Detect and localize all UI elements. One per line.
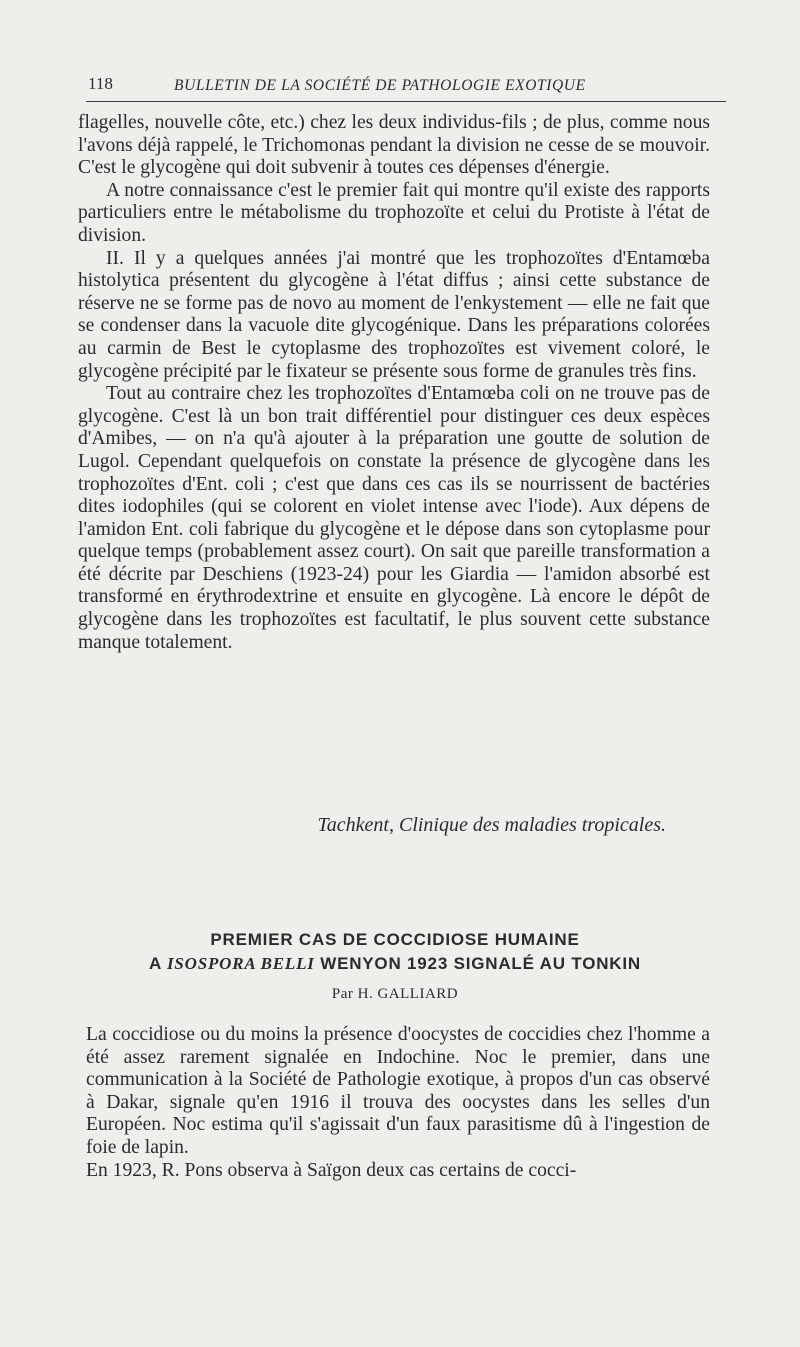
article1-paragraph-1: flagelles, nouvelle côte, etc.) chez les deux individus-fils ; de plus, comme nous l'avons déjà rappelé, le Trichomonas pendant la division ne cesse de se mouvoir. C'est le glycogène qui doit subvenir à toutes ces dépenses d'énergie. — [78, 112, 710, 179]
article1-paragraph-2: A notre connaissance c'est le premier fait qui montre qu'il existe des rapports particuliers entre le métabolisme du trophozoïte et celui du Protiste à l'état de division. — [78, 179, 710, 246]
species-name: ISOSPORA BELLI — [166, 954, 315, 973]
article1-paragraph-4: Tout au contraire chez les trophozoïtes d'Entamœba coli on ne trouve pas de glycogène. C'est là un bon trait différentiel pour distinguer ces deux espèces d'Amibes, — on n'a qu'à ajouter à la préparation une goutte de solution de Lugol. Cependant quelquefois on constate la présence de glycogène dans les trophozoïtes d'Ent. coli ; c'est que dans ces cas ils se nourrissent de bactéries dites iodophiles (qui se colorent en violet intense avec l'iode). Aux dépens de l'amidon Ent. coli fabrique du glycogène et le dépose dans son cytoplasme pour quelque temps (probablement assez court). On sait que pareille transformation a été décrite par Deschiens (1923-24) pour les Giardia — l'amidon absorbé est transformé en érythrodextrine et ensuite en glycogène. Là encore le dépôt de glycogène dans les trophozoïtes est facultatif, le plus souvent cette substance manque totalement. — [78, 383, 710, 653]
article1-body — [78, 112, 710, 654]
article2-paragraph-2: En 1923, R. Pons observa à Saïgon deux cas certains de cocci- — [86, 1159, 577, 1181]
title-line2-suffix: WENYON 1923 SIGNALÉ AU TONKIN — [314, 954, 641, 973]
journal-title: BULLETIN DE LA SOCIÉTÉ DE PATHOLOGIE EXOTIQUE — [174, 77, 586, 94]
article2-title-line-2 — [80, 952, 710, 976]
title-line2-prefix: A — [149, 954, 167, 973]
page-number: 118 — [88, 74, 113, 93]
running-head — [86, 74, 722, 100]
article2-paragraph-1: La coccidiose ou du moins la présence d'oocystes de coccidies chez l'homme a été assez rarement signalée en Indochine. Noc le premier, dans une communication à la Société de Pathologie exotique, à propos d'un cas observé à Dakar, signale qu'en 1916 il trouva des oocystes dans les selles d'un Européen. Noc estima qu'il s'agissait d'un faux parasitisme dû à l'ingestion de foie de lapin. — [86, 1024, 710, 1158]
article2-body — [86, 1024, 710, 1182]
header-rule — [86, 101, 726, 102]
article2-title-line-1: PREMIER CAS DE COCCIDIOSE HUMAINE — [210, 930, 580, 949]
article2-byline: Par H. GALLIARD — [331, 986, 459, 1002]
article1-paragraph-3: II. Il y a quelques années j'ai montré que les trophozoïtes d'Entamœba histolytica présentent du glycogène à l'état diffus ; ainsi cette substance de réserve ne se forme pas de novo au moment de l'enkystement — elle ne fait que se condenser dans la vacuole dite glycogénique. Dans les préparations colorées au carmin de Best le cytoplasme des trophozoïtes est vivement coloré, le glycogène précipité par le fixateur se présente sous forme de granules très fins. — [78, 247, 710, 382]
article2-title — [80, 928, 710, 976]
article1-signature: Tachkent, Clinique des maladies tropicales. — [317, 814, 666, 836]
